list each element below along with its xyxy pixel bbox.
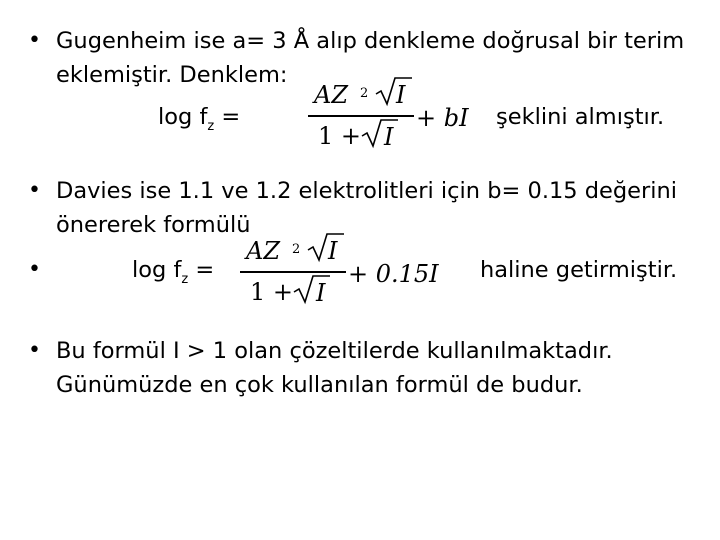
item3-line1: Bu formül I > 1 olan çözeltilerde kullanılmaktadır.	[56, 338, 613, 364]
item2-lhs-suffix: =	[188, 257, 215, 283]
formula2-num-rad: I	[328, 237, 338, 265]
item2-line2: önererek formülü	[56, 212, 251, 238]
formula1-num-rad: I	[396, 81, 406, 109]
formula1-fraction-bar	[308, 115, 414, 117]
formula1-num-az: AZ	[314, 81, 349, 109]
item2-lhs	[132, 255, 214, 289]
bullet-3: •	[28, 338, 41, 363]
formula2-fraction-bar	[240, 271, 346, 273]
item1-lhs	[158, 102, 240, 136]
formula-gugenheim	[300, 72, 500, 158]
formula2-den-rad: I	[316, 279, 326, 307]
item2-lhs-prefix: log f	[132, 257, 182, 283]
item1-lhs-sub: z	[207, 119, 215, 134]
formula-davies	[232, 228, 442, 314]
item1-tail: şeklini almıştır.	[496, 104, 665, 130]
formula1-den-rad: I	[384, 123, 394, 151]
item3-line2: Günümüzde en çok kullanılan formül de budur.	[56, 372, 583, 398]
bullet-1: •	[28, 28, 41, 53]
formula2-num-az: AZ	[246, 237, 281, 265]
formula1-num-exp: 2	[360, 86, 369, 101]
item1-line1: Gugenheim ise a= 3 Å alıp denkleme doğrusal bir terim	[56, 28, 685, 54]
formula2-extra: + 0.15I	[348, 260, 439, 288]
bullet-2: •	[28, 178, 41, 203]
item1-line2: eklemiştir. Denklem:	[56, 62, 288, 88]
formula1-den-one-plus: 1 +	[318, 122, 362, 150]
formula2-den-one-plus: 1 +	[250, 278, 294, 306]
item2-line1: Davies ise 1.1 ve 1.2 elektrolitleri için b= 0.15 değerini	[56, 178, 678, 204]
formula2-num-exp: 2	[292, 242, 301, 257]
item1-lhs-prefix: log f	[158, 104, 208, 130]
bullet-2b: •	[28, 257, 41, 282]
item1-lhs-suffix: =	[214, 104, 241, 130]
formula1-extra: + bI	[416, 104, 469, 132]
item2-tail: haline getirmiştir.	[480, 257, 678, 283]
item2-lhs-sub: z	[181, 272, 189, 287]
